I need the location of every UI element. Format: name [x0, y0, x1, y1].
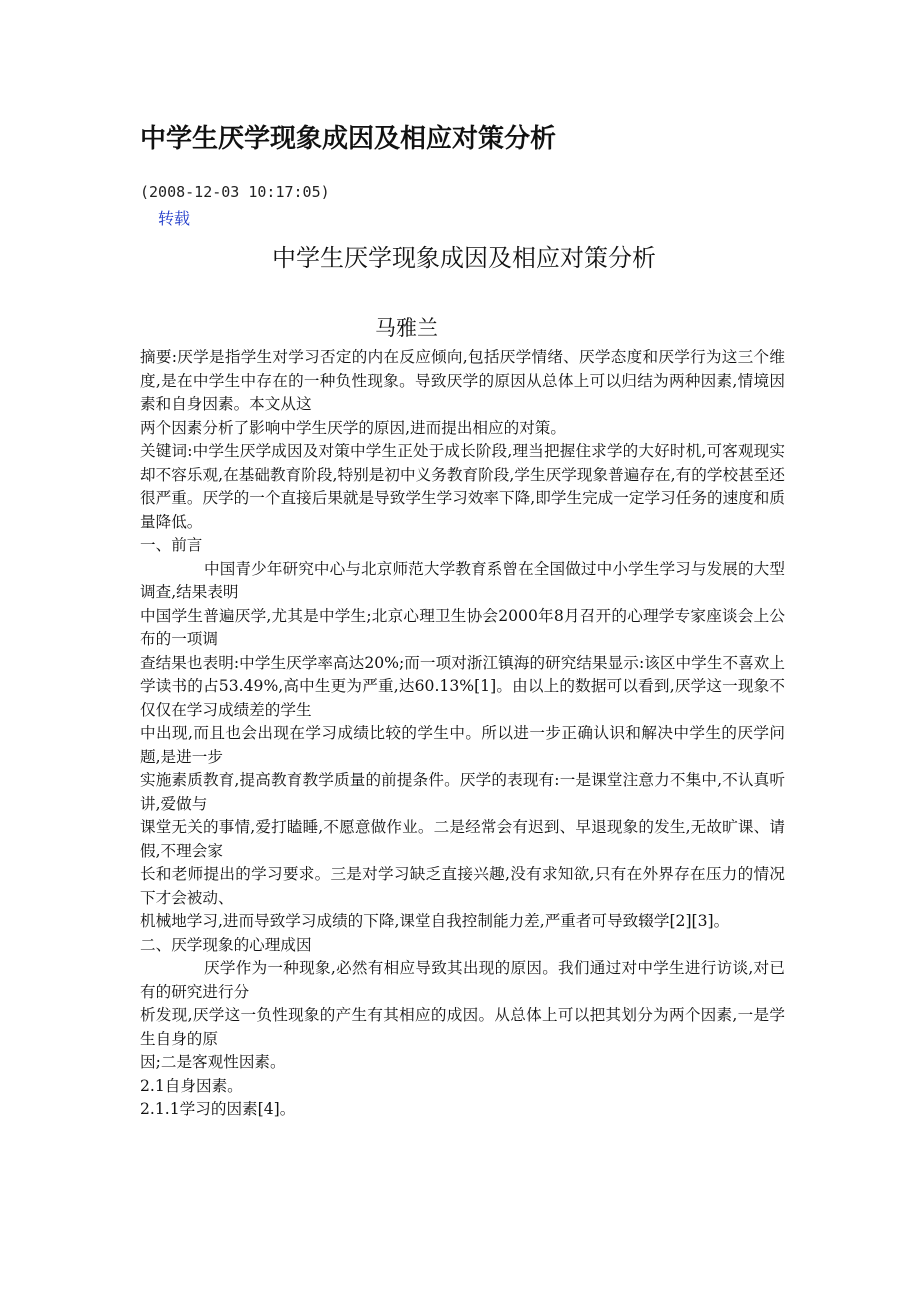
body-paragraph: 中国学生普遍厌学,尤其是中学生;北京心理卫生协会2000年8月召开的心理学专家座谈会上公布的一项调	[140, 606, 785, 648]
abstract-paragraph-continued: 两个因素分析了影响中学生厌学的原因,进而提出相应的对策。	[140, 418, 566, 437]
abstract-paragraph: 摘要:厌学是指学生对学习否定的内在反应倾向,包括厌学情绪、厌学态度和厌学行为这三个维度,是在中学生中存在的一种负性现象。导致厌学的原因从总体上可以归结为两种因素,情境因素和自身因素。本文从这	[140, 348, 785, 413]
section-heading-preface: 一、前言	[140, 536, 203, 554]
article-title: 中学生厌学现象成因及相应对策分析	[272, 244, 656, 272]
body-paragraph: 实施素质教育,提高教育教学质量的前提条件。厌学的表现有:一是课堂注意力不集中,不认真听讲,爱做与	[140, 771, 785, 813]
body-paragraph: 析发现,厌学这一负性现象的产生有其相应的成因。从总体上可以把其划分为两个因素,一是学生自身的原	[140, 1006, 785, 1048]
body-paragraph: 长和老师提出的学习要求。三是对学习缺乏直接兴趣,没有求知欲,只有在外界存在压力的情况下才会被动、	[140, 865, 785, 907]
page-title: 中学生厌学现象成因及相应对策分析	[140, 124, 557, 154]
post-timestamp: (2008-12-03 10:17:05)	[140, 183, 330, 201]
body-paragraph: 查结果也表明:中学生厌学率高达20%;而一项对浙江镇海的研究结果显示:该区中学生不喜欢上学读书的占53.49%,高中生更为严重,达60.13%[1]。由以上的数据可以看到,厌学这一现象不仅仅在学习成绩差的学生	[140, 653, 785, 719]
repost-link[interactable]: 转载	[158, 209, 191, 228]
subsection-heading: 2.1.1学习的因素[4]。	[140, 1100, 296, 1118]
body-paragraph: 机械地学习,进而导致学习成绩的下降,课堂自我控制能力差,严重者可导致辍学[2][3]。	[140, 912, 730, 930]
subsection-heading: 2.1自身因素。	[140, 1076, 243, 1095]
section-heading-causes: 二、厌学现象的心理成因	[140, 935, 312, 954]
body-paragraph: 厌学作为一种现象,必然有相应导致其出现的原因。我们通过对中学生进行访谈,对已有的研究进行分	[140, 959, 785, 1001]
author-name: 马雅兰	[375, 316, 438, 340]
body-paragraph: 中国青少年研究中心与北京师范大学教育系曾在全国做过中小学生学习与发展的大型调查,结果表明	[140, 559, 785, 601]
body-paragraph: 因;二是客观性因素。	[140, 1053, 286, 1071]
body-paragraph: 中出现,而且也会出现在学习成绩比较的学生中。所以进一步正确认识和解决中学生的厌学问题,是进一步	[140, 724, 785, 766]
article-body	[140, 346, 785, 1122]
body-paragraph: 课堂无关的事情,爱打瞌睡,不愿意做作业。二是经常会有迟到、早退现象的发生,无故旷课、请假,不理会家	[140, 818, 785, 860]
keywords-paragraph: 关键词:中学生厌学成因及对策中学生正处于成长阶段,理当把握住求学的大好时机,可客观现实却不容乐观,在基础教育阶段,特别是初中义务教育阶段,学生厌学现象普遍存在,有的学校甚至还很严重。厌学的一个直接后果就是导致学生学习效率下降,即学生完成一定学习任务的速度和质量降低。	[140, 442, 785, 531]
